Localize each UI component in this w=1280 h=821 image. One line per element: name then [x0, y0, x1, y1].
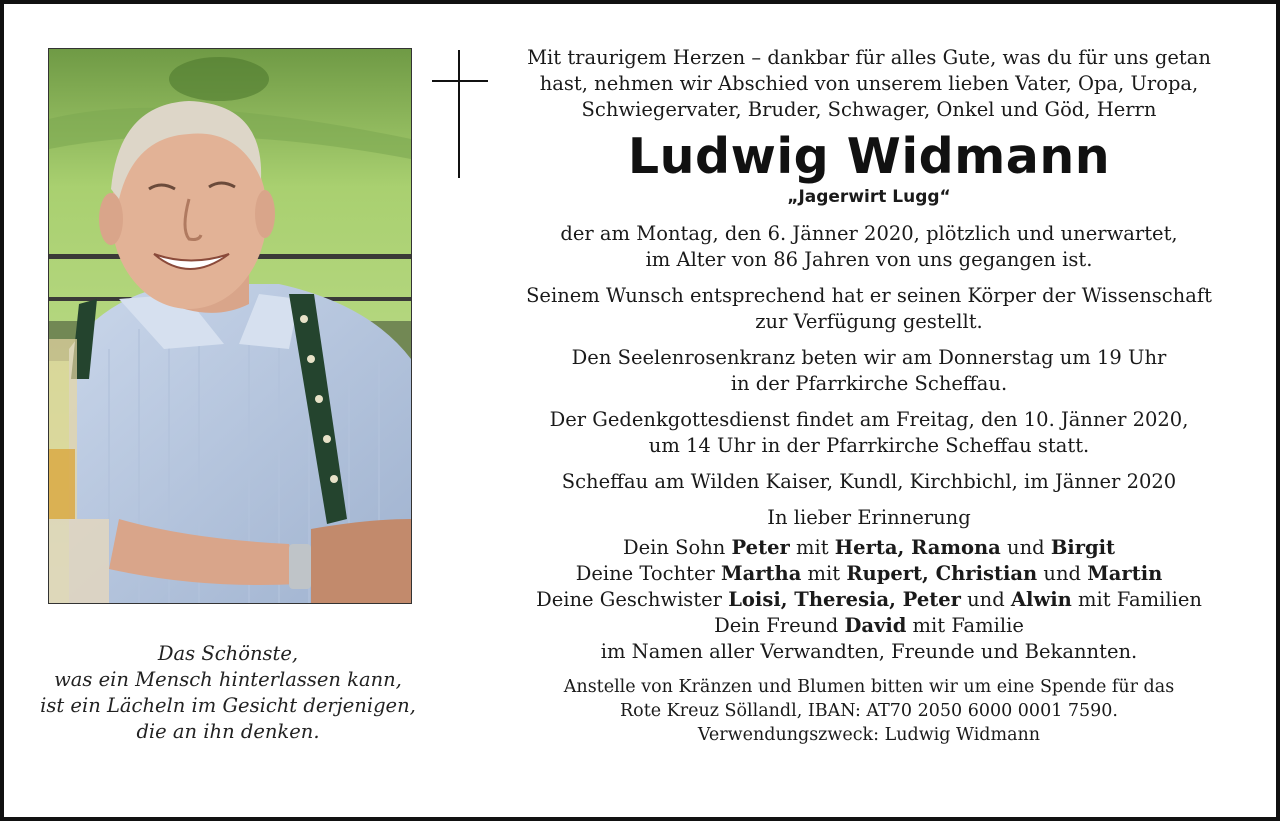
donation-line: Rote Kreuz Söllandl, IBAN: AT70 2050 6000 0001 7590. [620, 701, 1118, 721]
deceased-nickname: „Jagerwirt Lugg“ [787, 187, 951, 207]
wish-line: Seinem Wunsch entsprechend hat er seinen Körper der Wissenschaft [526, 284, 1212, 307]
rosary-notice [504, 345, 1234, 397]
place-date [504, 469, 1234, 495]
portrait-photo-illustration [49, 49, 411, 603]
donation-line: Anstelle von Kränzen und Blumen bitten wir um eine Spende für das [563, 677, 1175, 697]
mourner-son: Dein Sohn Peter mit Herta, Ramona und Birgit [622, 536, 1116, 559]
intro-text [504, 45, 1234, 123]
cross-icon [432, 50, 488, 178]
portrait-photo [48, 48, 412, 604]
place-date-line: Scheffau am Wilden Kaiser, Kundl, Kirchbichl, im Jänner 2020 [561, 470, 1177, 493]
death-line: im Alter von 86 Jahren von uns gegangen ist. [645, 248, 1093, 271]
mourners [504, 505, 1234, 665]
quote-line: Das Schönste, [157, 642, 299, 665]
mourner-daughter: Deine Tochter Martha mit Rupert, Christian und Martin [575, 562, 1163, 585]
body-donation-notice [504, 283, 1234, 335]
obituary-text [504, 45, 1234, 747]
intro-line: hast, nehmen wir Abschied von unserem lieben Vater, Opa, Uropa, [539, 72, 1199, 95]
deceased-name: Ludwig Widmann [627, 128, 1111, 185]
memorial-quote [24, 641, 432, 745]
death-line: der am Montag, den 6. Jänner 2020, plötzlich und unerwartet, [560, 222, 1178, 245]
rosary-line: Den Seelenrosenkranz beten wir am Donnerstag um 19 Uhr [571, 346, 1167, 369]
donation-line: Verwendungszweck: Ludwig Widmann [697, 725, 1041, 745]
memorial-service-notice [504, 407, 1234, 459]
quote-line: die an ihn denken. [136, 720, 320, 743]
rosary-line: in der Pfarrkirche Scheffau. [730, 372, 1008, 395]
intro-line: Mit traurigem Herzen – dankbar für alles Gute, was du für uns getan [527, 46, 1211, 69]
service-line: Der Gedenkgottesdienst findet am Freitag, den 10. Jänner 2020, [549, 408, 1189, 431]
service-line: um 14 Uhr in der Pfarrkirche Scheffau statt. [648, 434, 1090, 457]
donation-request [504, 675, 1234, 747]
wish-line: zur Verfügung gestellt. [755, 310, 983, 333]
intro-line: Schwiegervater, Bruder, Schwager, Onkel und Göd, Herrn [581, 98, 1157, 121]
mourner-friend: Dein Freund David mit Familie [714, 614, 1024, 637]
quote-line: ist ein Lächeln im Gesicht derjenigen, [40, 694, 416, 717]
mourner-siblings: Deine Geschwister Loisi, Theresia, Peter und Alwin mit Familien [536, 588, 1202, 611]
quote-line: was ein Mensch hinterlassen kann, [54, 668, 402, 691]
mourner-relatives: im Namen aller Verwandten, Freunde und Bekannten. [600, 640, 1138, 663]
in-memory-heading: In lieber Erinnerung [767, 506, 971, 529]
death-notice [504, 221, 1234, 273]
